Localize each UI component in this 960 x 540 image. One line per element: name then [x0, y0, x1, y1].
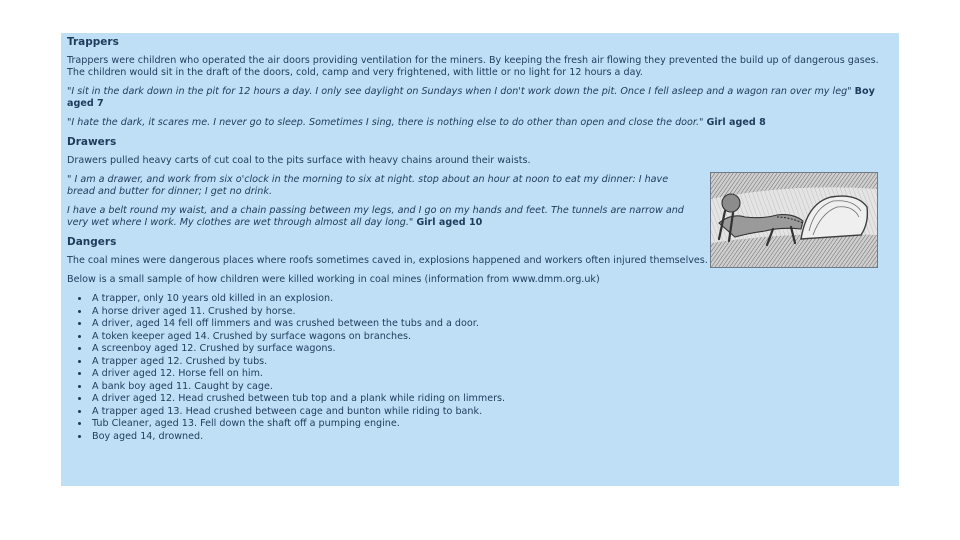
trappers-quote-2-text: "I hate the dark, it scares me. I never go to sleep. Sometimes I sing, there is nothing else to do other than open and close the door." — [67, 117, 704, 128]
drawers-quote-speaker: Girl aged 10 — [416, 217, 483, 228]
death-list-item: • A driver aged 12. Horse fell on him. — [90, 368, 893, 381]
drawers-quote-1: " I am a drawer, and work from six o'clock in the morning to six at night. stop about an hour at noon to eat my dinner: I have bread and butter for dinner; I get no drink. — [67, 174, 669, 197]
death-list-item: • A driver, aged 14 fell off limmers and was crushed between the tubs and a door. — [90, 318, 893, 331]
dangers-heading: Dangers — [67, 236, 117, 248]
dangers-description: The coal mines were dangerous places where roofs sometimes caved in, explosions happened and workers often injured themselves. — [67, 255, 708, 266]
drawers-description: Drawers pulled heavy carts of cut coal to the pits surface with heavy chains around their waists. — [67, 155, 531, 166]
trappers-description: Trappers were children who operated the air doors providing ventilation for the miners. By keeping the fresh air flowing they prevented the build up of dangerous gases. The children would sit in the draft of the doors, cold, camp and very frightened, with little or no light for 12 hours a day. — [67, 55, 879, 78]
death-list-item: • A trapper, only 10 years old killed in an explosion. — [90, 293, 893, 306]
death-list-item: • A trapper aged 12. Crushed by tubs. — [90, 356, 893, 369]
trappers-quote-2 — [67, 117, 893, 129]
death-list-item: • A trapper aged 13. Head crushed between cage and bunton while riding to bank. — [90, 406, 893, 419]
death-list-item: • A screenboy aged 12. Crushed by surface wagons. — [90, 343, 893, 356]
trappers-quote-1-text: "I sit in the dark down in the pit for 12 hours a day. I only see daylight on Sundays when I don't work down the pit. Once I fell asleep and a wagon ran over my leg" — [67, 86, 852, 97]
trappers-heading: Trappers — [67, 36, 119, 48]
deaths-list — [67, 293, 893, 443]
trappers-quote-1-speaker: Boy aged 7 — [67, 86, 875, 109]
death-list-item: • A bank boy aged 11. Caught by cage. — [90, 381, 893, 394]
engraving-svg — [711, 173, 877, 267]
trappers-quote-2-speaker: Girl aged 8 — [706, 117, 766, 128]
trappers-quote-1 — [67, 86, 893, 110]
child-drawer-engraving-icon — [710, 172, 878, 268]
death-list-item: • A horse driver aged 11. Crushed by horse. — [90, 306, 893, 319]
drawers-quote-2-text: I have a belt round my waist, and a chain passing between my legs, and I go on my hands and feet. The tunnels are narrow and very wet where I work. My clothes are wet through almost all day long." — [67, 205, 684, 228]
drawers-quote-2 — [67, 205, 692, 229]
dangers-intro: Below is a small sample of how children were killed working in coal mines (information from www.dmm.org.uk) — [67, 274, 600, 285]
death-list-item: • A token keeper aged 14. Crushed by surface wagons on branches. — [90, 331, 893, 344]
death-list-item: • A driver aged 12. Head crushed between tub top and a plank while riding on limmers. — [90, 393, 893, 406]
death-list-item: • Tub Cleaner, aged 13. Fell down the shaft off a pumping engine. — [90, 418, 893, 431]
drawers-text-block — [67, 155, 692, 229]
death-list-item: • Boy aged 14, drowned. — [90, 431, 893, 444]
content-panel — [61, 33, 899, 486]
drawers-heading: Drawers — [67, 136, 117, 148]
